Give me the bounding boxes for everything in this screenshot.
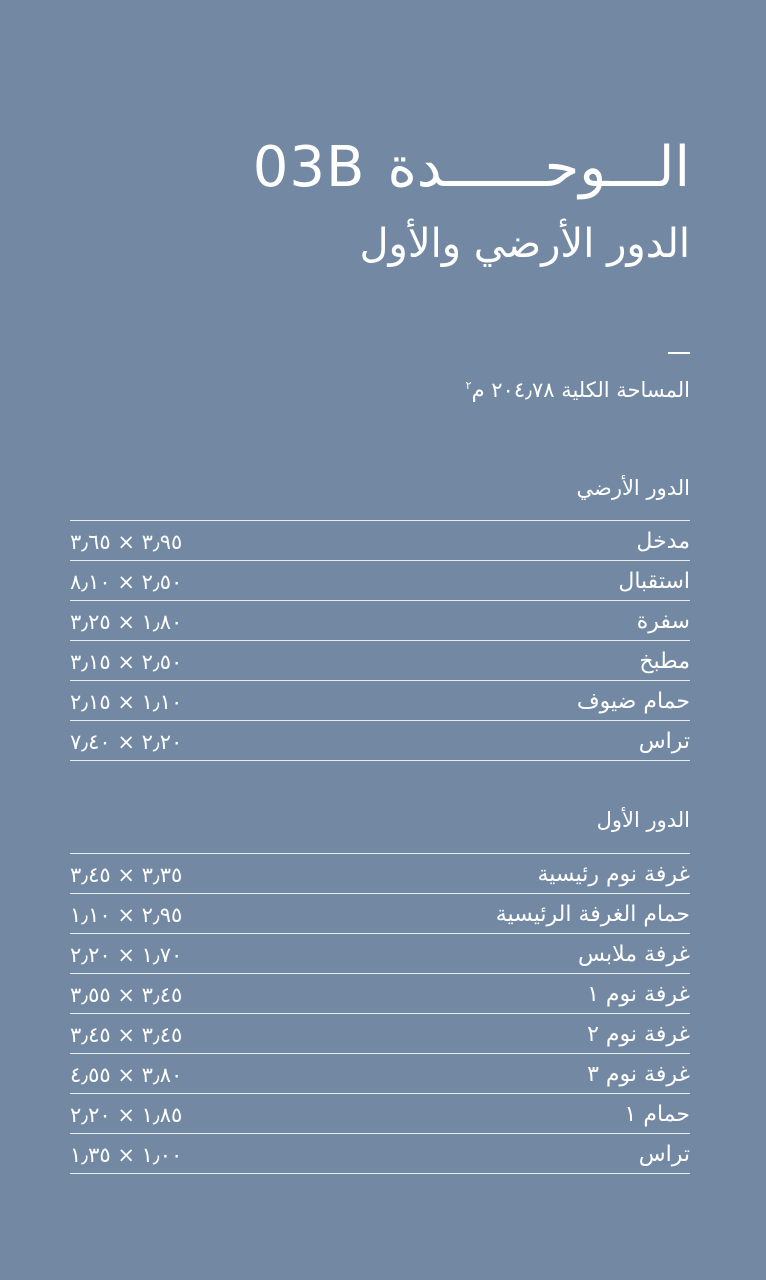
room-name: استقبال	[618, 569, 690, 594]
room-dimensions: ٢٫٥٠ × ٨٫١٠	[70, 569, 183, 594]
room-row	[70, 641, 690, 681]
room-name: غرفة نوم ١	[587, 982, 690, 1007]
title-word: الـــوحــــــدة	[387, 135, 690, 200]
room-row	[70, 1094, 690, 1134]
total-area-unit: م	[471, 378, 485, 402]
unit-code: 03B	[252, 135, 366, 200]
room-dimensions: ٣٫٩٥ × ٣٫٦٥	[70, 529, 183, 554]
room-name: تراس	[638, 1142, 690, 1167]
room-name: مطبخ	[639, 649, 690, 674]
room-name: حمام ضيوف	[576, 689, 690, 714]
first-floor-room-list	[70, 853, 690, 1174]
room-dimensions: ١٫٨٥ × ٢٫٢٠	[70, 1102, 183, 1127]
room-dimensions: ٢٫٩٥ × ١٫١٠	[70, 902, 183, 927]
room-row	[70, 1134, 690, 1174]
room-name: سفرة	[636, 609, 690, 634]
room-row	[70, 1014, 690, 1054]
first-floor-heading: الدور الأول	[596, 808, 690, 832]
room-row	[70, 681, 690, 721]
room-dimensions: ٢٫٥٠ × ٣٫١٥	[70, 649, 183, 674]
page-subtitle: الدور الأرضي والأول	[359, 221, 690, 267]
room-name: غرفة نوم رئيسية	[537, 862, 690, 887]
room-dimensions: ٢٫٢٠ × ٧٫٤٠	[70, 729, 183, 754]
room-name: حمام ١	[624, 1102, 690, 1127]
room-row	[70, 934, 690, 974]
room-dimensions: ١٫٠٠ × ١٫٣٥	[70, 1142, 183, 1167]
room-row	[70, 1054, 690, 1094]
room-name: غرفة نوم ٢	[587, 1022, 690, 1047]
room-row	[70, 854, 690, 894]
room-dimensions: ٣٫٣٥ × ٣٫٤٥	[70, 862, 183, 887]
room-row	[70, 601, 690, 641]
room-row	[70, 721, 690, 761]
room-name: غرفة نوم ٣	[587, 1062, 690, 1087]
room-row	[70, 974, 690, 1014]
page-title	[253, 128, 690, 208]
room-row	[70, 521, 690, 561]
divider-dash	[668, 352, 690, 354]
room-dimensions: ٣٫٤٥ × ٣٫٥٥	[70, 982, 183, 1007]
total-area-label: المساحة الكلية	[561, 378, 690, 402]
room-dimensions: ١٫٧٠ × ٢٫٢٠	[70, 942, 183, 967]
ground-floor-room-list	[70, 520, 690, 761]
room-dimensions: ١٫٨٠ × ٣٫٢٥	[70, 609, 183, 634]
room-dimensions: ١٫١٠ × ٢٫١٥	[70, 689, 183, 714]
room-dimensions: ٣٫٤٥ × ٣٫٤٥	[70, 1022, 183, 1047]
room-row	[70, 561, 690, 601]
total-area-value: ٢٠٤٫٧٨	[491, 378, 555, 402]
ground-floor-heading: الدور الأرضي	[576, 476, 690, 500]
total-area	[466, 368, 690, 408]
room-name: مدخل	[636, 529, 690, 554]
room-dimensions: ٣٫٨٠ × ٤٫٥٥	[70, 1062, 183, 1087]
room-row	[70, 894, 690, 934]
total-area-unit-power: ٢	[465, 379, 472, 392]
room-name: تراس	[638, 729, 690, 754]
room-name: غرفة ملابس	[577, 942, 690, 967]
unit-sheet	[70, 0, 690, 1280]
room-name: حمام الغرفة الرئيسية	[495, 902, 690, 927]
